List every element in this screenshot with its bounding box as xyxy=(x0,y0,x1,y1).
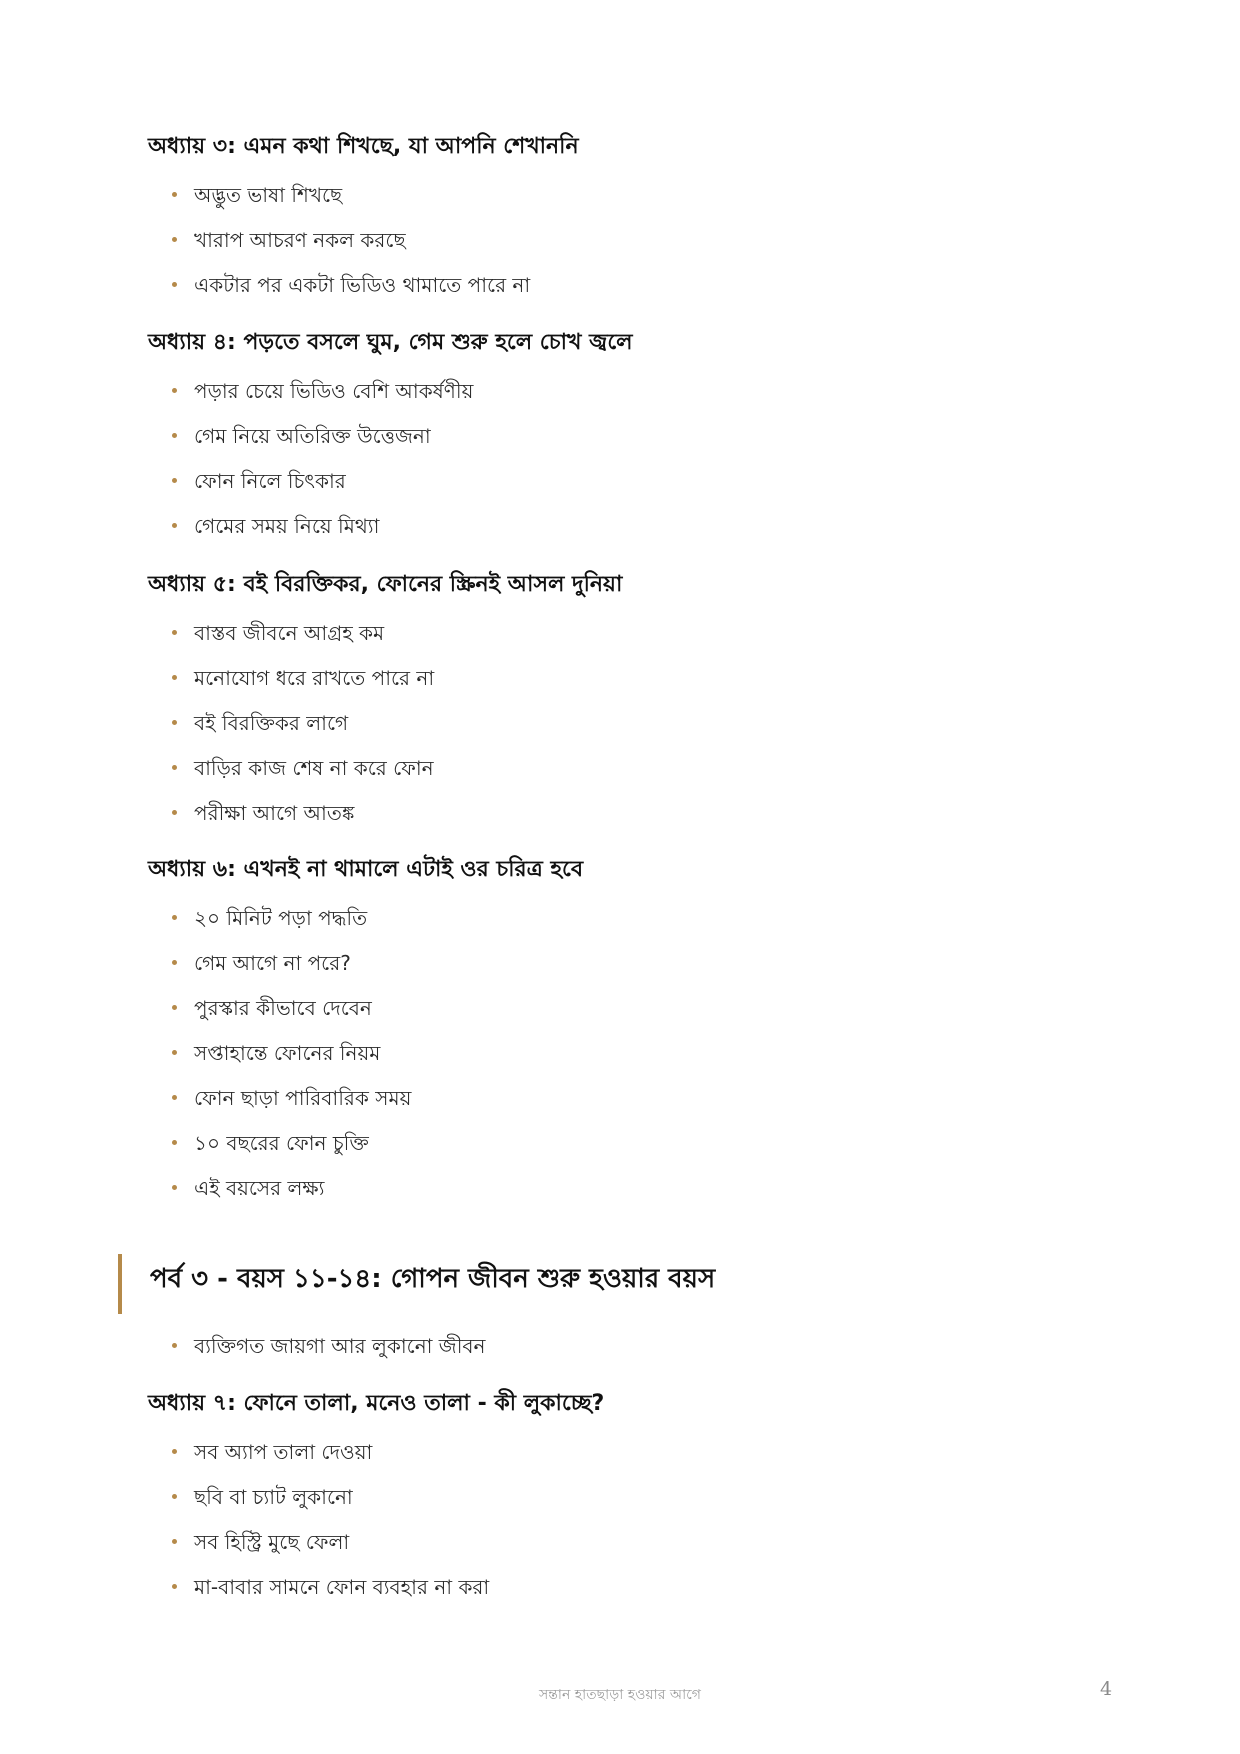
bullet-list xyxy=(172,618,434,843)
bullet-dot xyxy=(172,1005,177,1010)
list-item-text: সব অ্যাপ তালা দেওয়া xyxy=(194,1440,373,1464)
bullet-dot xyxy=(172,237,177,242)
list-item xyxy=(172,663,434,708)
list-item-text: ১০ বছরের ফোন চুক্তি xyxy=(194,1131,369,1155)
page-number: 4 xyxy=(1100,1678,1113,1700)
list-item-text: ২০ মিনিট পড়া পদ্ধতি xyxy=(194,906,368,930)
bullet-list xyxy=(172,1437,489,1617)
list-item xyxy=(172,1331,486,1376)
chapter-heading: অধ্যায় ৬: এখনই না থামালে এটাই ওর চরিত্র হবে xyxy=(148,857,584,882)
list-item-text: সব হিস্ট্রি মুছে ফেলা xyxy=(194,1530,350,1554)
bullet-dot xyxy=(172,282,177,287)
list-item-text: পড়ার চেয়ে ভিডিও বেশি আকর্ষণীয় xyxy=(194,379,474,403)
chapter-heading: অধ্যায় ৭: ফোনে তালা, মনেও তালা - কী লুকাচ্ছে? xyxy=(148,1391,605,1416)
chapter-heading: অধ্যায় ৪: পড়তে বসলে ঘুম, গেম শুরু হলে চোখ জ্বলে xyxy=(148,330,633,355)
list-item-text: গেমের সময় নিয়ে মিথ্যা xyxy=(194,514,380,538)
list-item-text: ফোন ছাড়া পারিবারিক সময় xyxy=(194,1086,412,1110)
list-item-text: বাস্তব জীবনে আগ্রহ কম xyxy=(194,621,385,645)
list-item xyxy=(172,993,411,1038)
bullet-dot xyxy=(172,1494,177,1499)
list-item-text: এই বয়সের লক্ষ্য xyxy=(194,1176,325,1200)
list-item xyxy=(172,708,434,753)
bullet-dot xyxy=(172,1185,177,1190)
bullet-dot xyxy=(172,960,177,965)
list-item xyxy=(172,1527,489,1572)
list-item xyxy=(172,1038,411,1083)
bullet-dot xyxy=(172,523,177,528)
bullet-dot xyxy=(172,433,177,438)
bullet-dot xyxy=(172,478,177,483)
list-item-text: বই বিরক্তিকর লাগে xyxy=(194,711,349,735)
list-item xyxy=(172,1437,489,1482)
list-item xyxy=(172,511,473,556)
list-item xyxy=(172,421,473,466)
list-item xyxy=(172,376,473,421)
list-item xyxy=(172,798,434,843)
bullet-dot xyxy=(172,720,177,725)
list-item xyxy=(172,180,530,225)
footer-book-title: সন্তান হাতছাড়া হওয়ার আগে xyxy=(539,1687,701,1703)
bullet-dot xyxy=(172,915,177,920)
bullet-list xyxy=(172,903,411,1218)
list-item-text: অদ্ভুত ভাষা শিখছে xyxy=(194,183,343,207)
list-item xyxy=(172,1128,411,1173)
list-item-text: ছবি বা চ্যাট লুকানো xyxy=(194,1485,353,1509)
list-item xyxy=(172,1482,489,1527)
part-title: পর্ব ৩ - বয়স ১১-১৪: গোপন জীবন শুরু হওয়ার বয়স xyxy=(150,1264,716,1294)
list-item-text: বাড়ির কাজ শেষ না করে ফোন xyxy=(194,756,434,780)
bullet-dot xyxy=(172,810,177,815)
list-item-text: গেম নিয়ে অতিরিক্ত উত্তেজনা xyxy=(194,424,431,448)
bullet-dot xyxy=(172,1539,177,1544)
list-item xyxy=(172,225,530,270)
bullet-dot xyxy=(172,388,177,393)
list-item-text: পরীক্ষা আগে আতঙ্ক xyxy=(194,801,355,825)
list-item-text: পুরস্কার কীভাবে দেবেন xyxy=(194,996,372,1020)
list-item-text: একটার পর একটা ভিডিও থামাতে পারে না xyxy=(194,273,531,297)
chapter-heading: অধ্যায় ৫: বই বিরক্তিকর, ফোনের স্ক্রিনই আসল দুনিয়া xyxy=(148,572,623,597)
bullet-list xyxy=(172,1331,486,1376)
list-item-text: মা-বাবার সামনে ফোন ব্যবহার না করা xyxy=(194,1575,490,1599)
list-item xyxy=(172,1083,411,1128)
list-item-text: গেম আগে না পরে? xyxy=(194,951,351,975)
bullet-dot xyxy=(172,1095,177,1100)
list-item-text: ব্যক্তিগত জায়গা আর লুকানো জীবন xyxy=(194,1334,486,1358)
bullet-dot xyxy=(172,1449,177,1454)
bullet-dot xyxy=(172,1140,177,1145)
bullet-dot xyxy=(172,675,177,680)
part-accent-bar xyxy=(118,1254,122,1314)
list-item xyxy=(172,948,411,993)
list-item xyxy=(172,618,434,663)
bullet-dot xyxy=(172,192,177,197)
list-item xyxy=(172,270,530,315)
bullet-dot xyxy=(172,765,177,770)
list-item xyxy=(172,466,473,511)
bullet-dot xyxy=(172,1050,177,1055)
list-item xyxy=(172,1173,411,1218)
chapter-heading: অধ্যায় ৩: এমন কথা শিখছে, যা আপনি শেখাননি xyxy=(148,134,579,159)
bullet-list xyxy=(172,376,473,556)
list-item-text: ফোন নিলে চিৎকার xyxy=(194,469,346,493)
bullet-list xyxy=(172,180,530,315)
list-item xyxy=(172,903,411,948)
list-item xyxy=(172,753,434,798)
bullet-dot xyxy=(172,630,177,635)
list-item-text: খারাপ আচরণ নকল করছে xyxy=(194,228,406,252)
list-item-text: মনোযোগ ধরে রাখতে পারে না xyxy=(194,666,435,690)
bullet-dot xyxy=(172,1343,177,1348)
list-item xyxy=(172,1572,489,1617)
list-item-text: সপ্তাহান্তে ফোনের নিয়ম xyxy=(194,1041,381,1065)
bullet-dot xyxy=(172,1584,177,1589)
